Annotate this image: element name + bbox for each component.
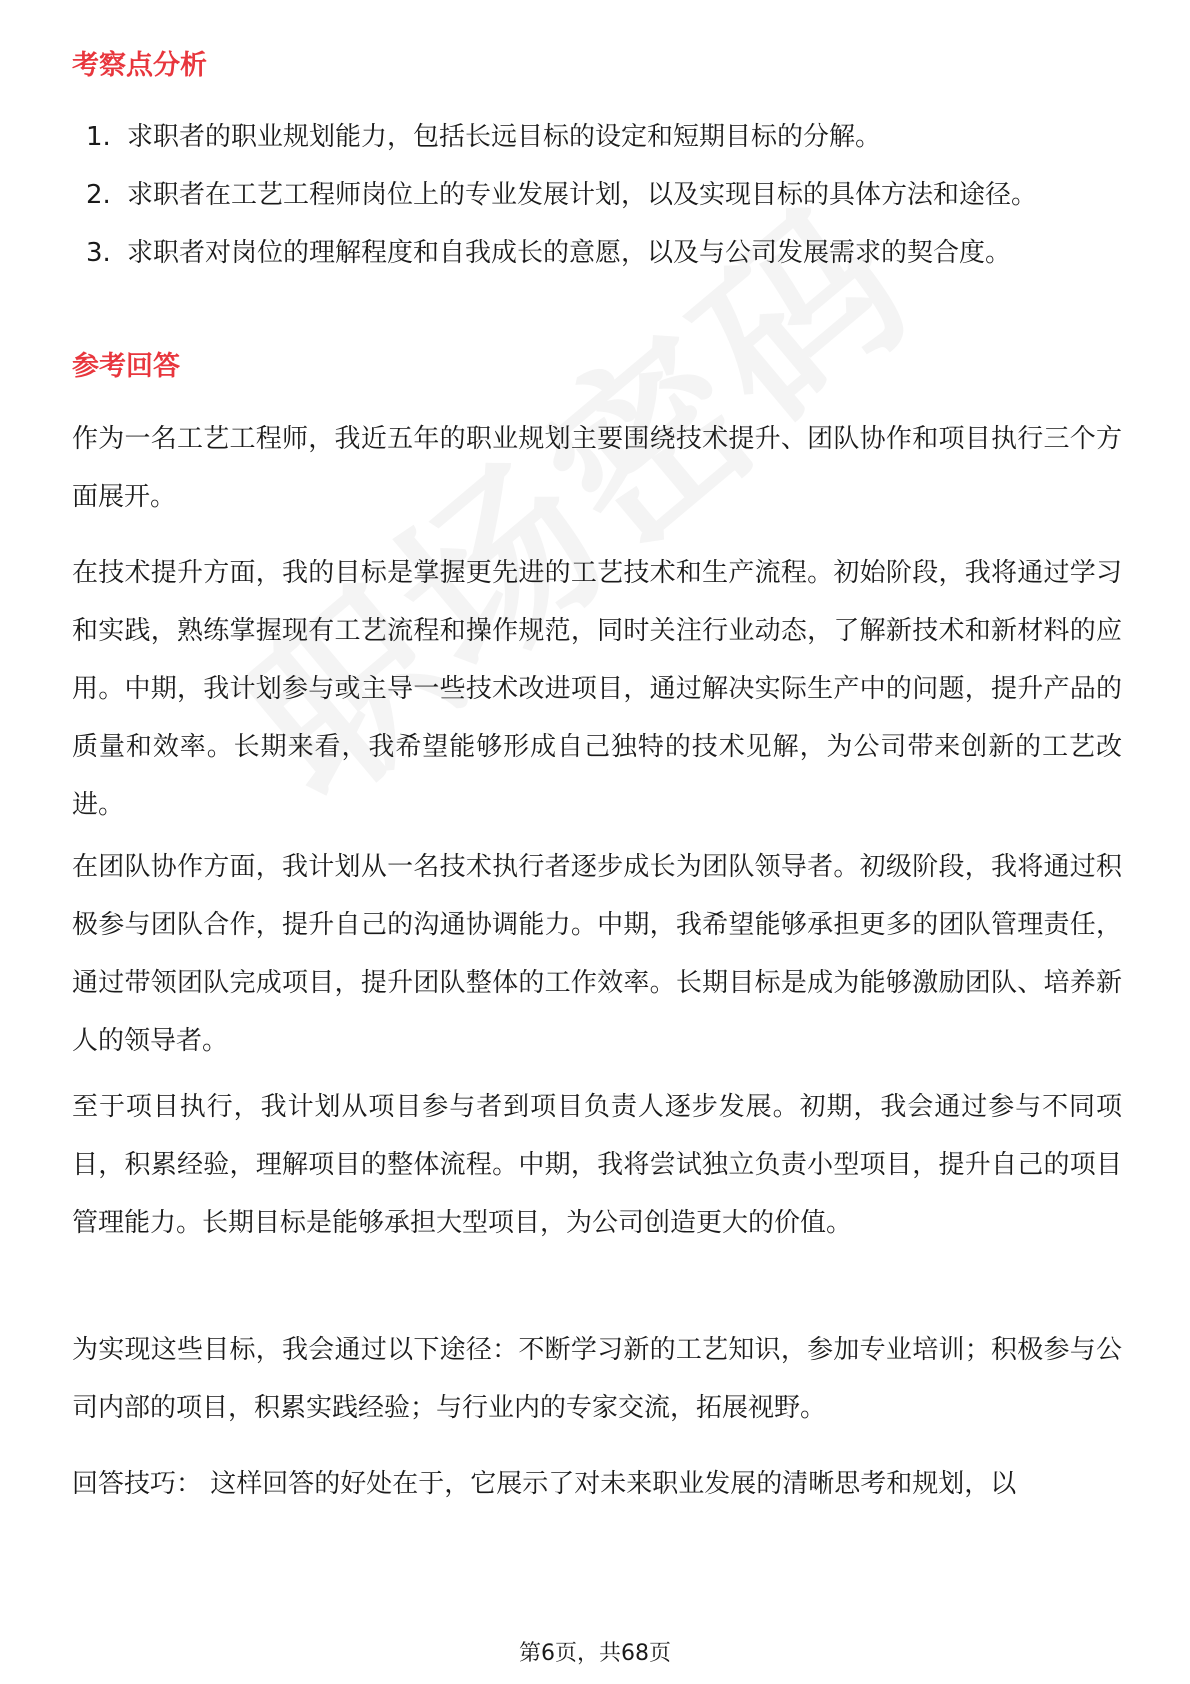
- answer-heading: 参考回答: [72, 351, 180, 382]
- list-item-number: 2.: [86, 180, 111, 210]
- analysis-heading: 考察点分析: [72, 50, 207, 81]
- list-item: [72, 108, 1122, 166]
- answer-paragraph-approach: 为实现这些目标，我会通过以下途径：不断学习新的工艺知识，参加专业培训；积极参与公司内部的项目，积累实践经验；与行业内的专家交流，拓展视野。: [72, 1335, 1122, 1423]
- list-item-text: 求职者的职业规划能力，包括长远目标的设定和短期目标的分解。: [127, 122, 882, 152]
- list-item-text: 求职者对岗位的理解程度和自我成长的意愿，以及与公司发展需求的契合度。: [127, 238, 1012, 268]
- answer-tip: 回答技巧： 这样回答的好处在于，它展示了对未来职业发展的清晰思考和规划，以: [72, 1469, 1017, 1499]
- answer-paragraph-intro: 作为一名工艺工程师，我近五年的职业规划主要围绕技术提升、团队协作和项目执行三个方面展开。: [72, 424, 1122, 512]
- analysis-list: [72, 108, 1122, 282]
- answer-paragraph-project: 至于项目执行，我计划从项目参与者到项目负责人逐步发展。初期，我会通过参与不同项目，积累经验，理解项目的整体流程。中期，我将尝试独立负责小型项目，提升自己的项目管理能力。长期目标是能够承担大型项目，为公司创造更大的价值。: [72, 1092, 1122, 1238]
- list-item: [72, 166, 1122, 224]
- answer-paragraph-team: 在团队协作方面，我计划从一名技术执行者逐步成长为团队领导者。初级阶段，我将通过积极参与团队合作，提升自己的沟通协调能力。中期，我希望能够承担更多的团队管理责任，通过带领团队完成项目，提升团队整体的工作效率。长期目标是成为能够激励团队、培养新人的领导者。: [72, 852, 1122, 1056]
- list-item-text: 求职者在工艺工程师岗位上的专业发展计划，以及实现目标的具体方法和途径。: [127, 180, 1038, 210]
- answer-paragraph-tech: 在技术提升方面，我的目标是掌握更先进的工艺技术和生产流程。初始阶段，我将通过学习和实践，熟练掌握现有工艺流程和操作规范，同时关注行业动态，了解新技术和新材料的应用。中期，我计划参与或主导一些技术改进项目，通过解决实际生产中的问题，提升产品的质量和效率。长期来看，我希望能够形成自己独特的技术见解，为公司带来创新的工艺改进。: [72, 558, 1122, 820]
- list-item-number: 3.: [86, 238, 111, 268]
- list-item-number: 1.: [86, 122, 111, 152]
- list-item: [72, 224, 1122, 282]
- page-number: 第6页，共68页: [519, 1641, 671, 1666]
